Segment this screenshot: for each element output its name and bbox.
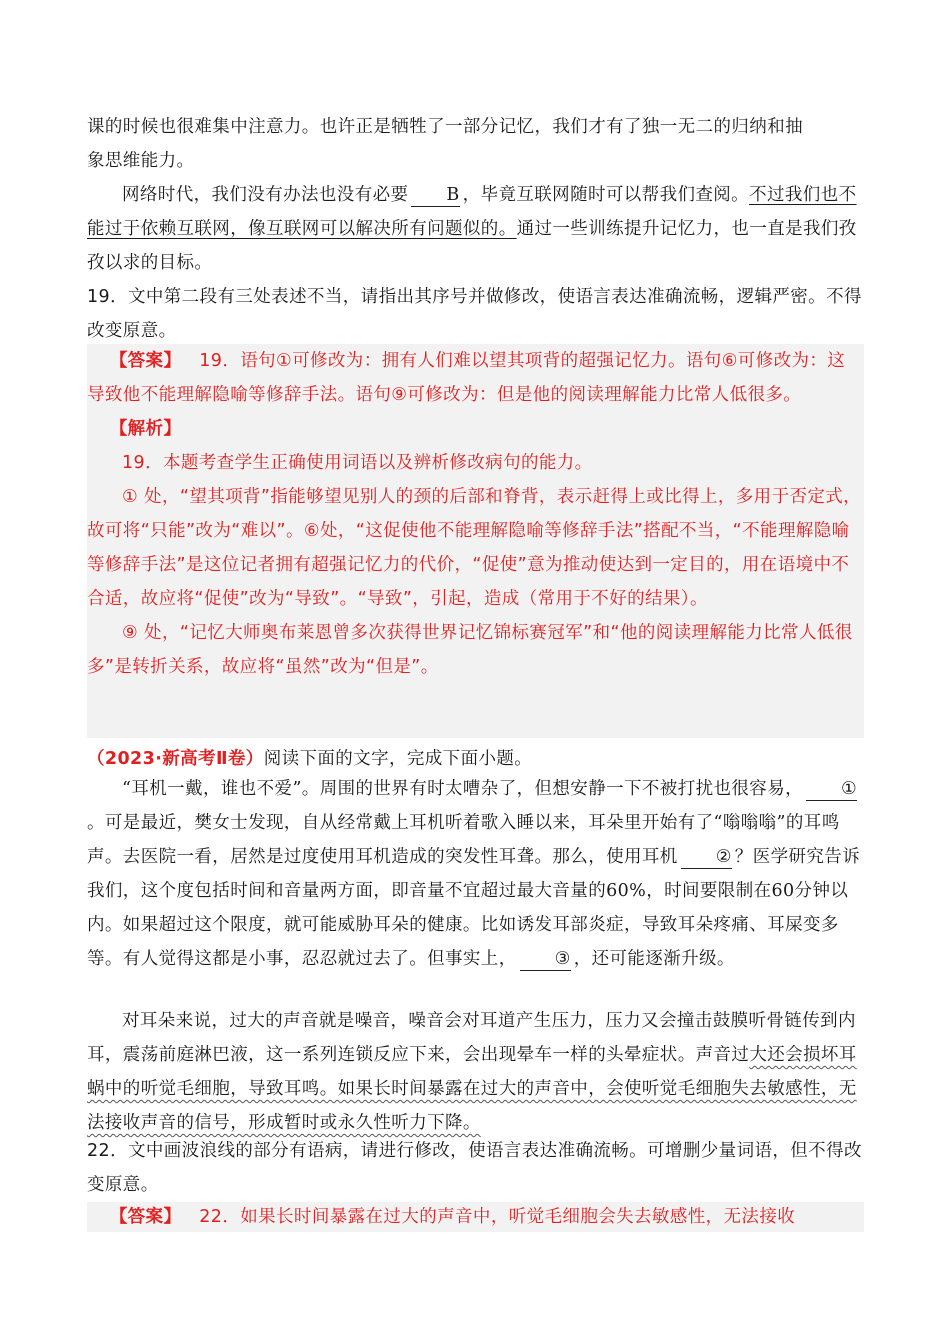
blank-1: ①	[806, 778, 857, 801]
answer-box-19	[87, 344, 864, 738]
source-label: （2023·新高考Ⅱ卷）	[87, 749, 264, 769]
blank-2: ②	[681, 846, 732, 869]
text-run: “耳机一戴，谁也不爱”。周围的世界有时太嘈杂了，但想安静一下不被打扰也很容易，	[122, 779, 803, 799]
paragraph-continuation	[87, 110, 863, 178]
passage-paragraph-1	[87, 772, 863, 976]
text-run: 。可是最近，樊女士发现，自从经常戴上耳机听着歌入睡以来，耳朵里开始有了“嗡嗡嗡”的耳鸣声。去医院一看，居然是过度使用耳机造成的突发性耳聋。那么，使用耳机	[87, 813, 840, 867]
blank-3: ③	[520, 948, 571, 971]
answer-19	[87, 344, 863, 412]
analysis-line-1: 19．本题考查学生正确使用词语以及辨析修改病句的能力。	[122, 453, 593, 473]
wavy-underlined-text: 大还会损坏耳蜗中的听觉毛细胞，导致耳鸣。如果长时间暴露在过大的声音中，会使听觉毛细胞失去敏感性，无法接收声音的信号，形成暂时或永久性听力下降。	[87, 1045, 857, 1133]
passage-heading	[87, 744, 863, 774]
blank-b: B	[411, 184, 459, 207]
text-run: ，毕竟互联网随时可以帮我们查阅。	[462, 185, 750, 205]
text-run: 通过一些训练提升记忆力，也一直是我们孜孜以求的目标。	[87, 219, 857, 273]
text-run: 对耳朵来说，过大的声音就是噪音，噪音会对耳道产生压力，压力又会撞击鼓膜听骨链传到内耳，震荡前庭淋巴液，这一系列连锁反应下来，会出现晕车一样的头晕症状。声音过	[87, 1011, 856, 1065]
analysis-paragraph-3: ⑨ 处，“记忆大师奥布莱恩曾多次获得世界记忆锦标赛冠军”和“他的阅读理解能力比常人低很多”是转折关系，故应将“虽然”改为“但是”。	[87, 623, 853, 677]
text-line: 课的时候也很难集中注意力。也许正是牺牲了一部分记忆，我们才有了独一无二的归纳和抽	[87, 117, 803, 137]
analysis-tag-line	[87, 412, 863, 446]
answer-text: 19．语句①可修改为：拥有人们难以望其项背的超强记忆力。语句⑥可修改为：这导致他不能理解隐喻等修辞手法。语句⑨可修改为：但是他的阅读理解能力比常人低很多。	[87, 351, 846, 405]
underlined-sentence: 不过我们也不能过于依赖互联网，像互联网可以解决所有问题似的。	[87, 185, 857, 239]
analysis-paragraph-2: ① 处，“望其项背”指能够望见别人的颈的后部和脊背，表示赶得上或比得上，多用于否定式，故可将“只能”改为“难以”。⑥处，“这促使他不能理解隐喻等修辞手法”搭配不当，“不能理解隐喻等修辞手法”是这位记者拥有超强记忆力的代价，“促使”意为推动使达到一定目的，用在语境中不合适，故应将“促使”改为“导致”。“导致”，引起，造成（常用于不好的结果）。	[87, 487, 862, 609]
passage-paragraph-2	[87, 1004, 863, 1140]
analysis-tag: 【解析】	[109, 419, 182, 439]
question-19: 19．文中第二段有三处表述不当，请指出其序号并做修改，使语言表达准确流畅，逻辑严密。不得改变原意。	[87, 287, 862, 341]
answer-tag: 【答案】	[109, 1207, 182, 1227]
answer-text: 22．如果长时间暴露在过大的声音中，听觉毛细胞会失去敏感性，无法接收	[199, 1207, 796, 1227]
text-run: ？医学研究告诉我们，这个度包括时间和音量两方面，即音量不宜超过最大音量的60%，时间要限制在60分钟以内。如果超过这个限度，就可能威胁耳朵的健康。比如诱发耳部炎症，导致耳朵疼痛、耳屎变多等。有人觉得这都是小事，忍忍就过去了。但事实上，	[87, 847, 861, 969]
text-run: 网络时代，我们没有办法也没有必要	[122, 185, 409, 205]
question-22: 22．文中画波浪线的部分有语病，请进行修改，使语言表达准确流畅。可增删少量词语，但不得改变原意。	[87, 1141, 862, 1195]
text-run: ，还可能逐渐升级。	[573, 949, 735, 969]
answer-box-22	[87, 1202, 864, 1232]
answer-tag: 【答案】	[109, 351, 182, 371]
paragraph-internet	[87, 178, 863, 280]
answer-22	[87, 1202, 863, 1232]
text-line: 象思维能力。	[87, 151, 195, 171]
passage-intro: 阅读下面的文字，完成下面小题。	[263, 749, 533, 769]
